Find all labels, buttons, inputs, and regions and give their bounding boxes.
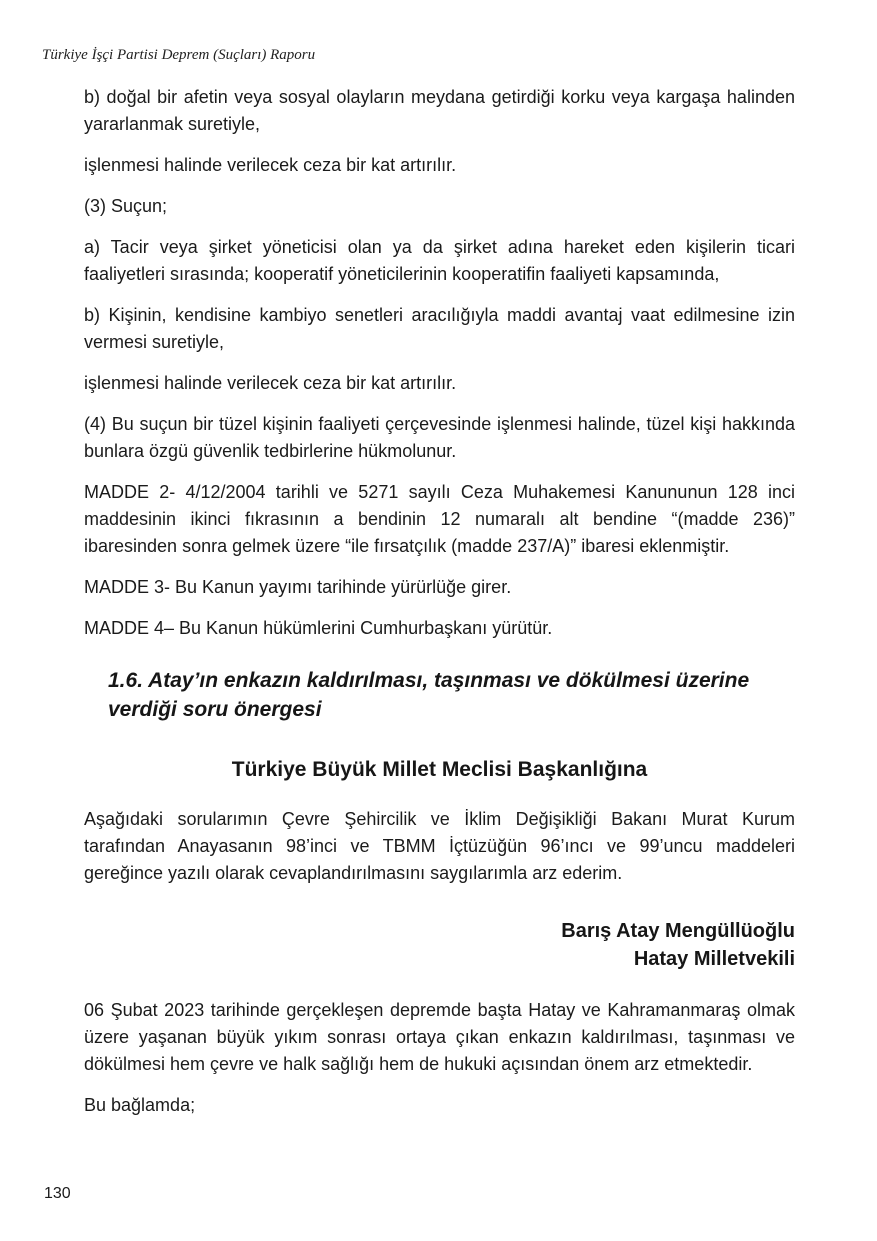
signature-title: Hatay Milletvekili (633, 948, 795, 970)
paragraph-closing: Bu bağlamda; (84, 1095, 196, 1115)
paragraph-madde-4: MADDE 4– Bu Kanun hükümlerini Cumhurbaşkanı yürütür. (84, 618, 553, 638)
paragraph-madde-2: MADDE 2- 4/12/2004 tarihli ve 5271 sayılı Ceza Muhakemesi Kanununun 128 inci maddesinin ikinci fıkrasının a bendinin 12 numaralı alt bendine “(madde 236)” ibaresinden sonra gelmek üzere “ile fırsatçılık (madde 237/A)” ibaresi eklenmiştir. (84, 482, 795, 556)
paragraph-item-3: (3) Suçun; (84, 196, 168, 216)
signature-name: Barış Atay Mengüllüoğlu (561, 920, 795, 942)
page-number: 130 (44, 1185, 71, 1202)
paragraph-item-b-2: b) Kişinin, kendisine kambiyo senetleri aracılığıyla maddi avantaj vaat edilmesine izin vermesi suretiyle, (84, 305, 795, 352)
paragraph-item-b-1: b) doğal bir afetin veya sosyal olayların meydana getirdiği korku veya kargaşa halinden yararlanmak suretiyle, (84, 87, 795, 134)
paragraph-body: 06 Şubat 2023 tarihinde gerçekleşen depremde başta Hatay ve Kahramanmaraş olmak üzere yaşanan büyük yıkım sonrası ortaya çıkan enkazın kaldırılması, taşınması ve dökülmesi hem çevre ve halk sağlığı hem de hukuki açısından önem arz etmektedir. (84, 1000, 795, 1074)
paragraph-petition-intro: Aşağıdaki sorularımın Çevre Şehircilik ve İklim Değişikliği Bakanı Murat Kurum tarafından Anayasanın 98’inci ve TBMM İçtüzüğün 96’ıncı ve 99’uncu maddeleri gereğince yazılı olarak cevaplandırılmasını saygılarımla arz ederim. (84, 809, 795, 883)
document-content (84, 84, 795, 1133)
paragraph-item-a: a) Tacir veya şirket yöneticisi olan ya da şirket adına hareket eden kişilerin ticari faaliyetleri sırasında; kooperatif yöneticilerinin kooperatifin faaliyeti kapsamında, (84, 237, 795, 284)
section-heading: 1.6. Atay’ın enkazın kaldırılması, taşınması ve dökülmesi üzerine verdiği soru önergesi (108, 669, 750, 721)
paragraph-penalty-clause-1: işlenmesi halinde verilecek ceza bir kat artırılır. (84, 155, 457, 175)
paragraph-item-4: (4) Bu suçun bir tüzel kişinin faaliyeti çerçevesinde işlenmesi halinde, tüzel kişi hakkında bunlara özgü güvenlik tedbirlerine hükmolunur. (84, 414, 795, 461)
running-header: Türkiye İşçi Partisi Deprem (Suçları) Raporu (42, 47, 316, 63)
paragraph-madde-3: MADDE 3- Bu Kanun yayımı tarihinde yürürlüğe girer. (84, 577, 512, 597)
address-heading: Türkiye Büyük Millet Meclisi Başkanlığına (231, 758, 648, 781)
paragraph-penalty-clause-2: işlenmesi halinde verilecek ceza bir kat artırılır. (84, 373, 457, 393)
signature-block (84, 917, 795, 973)
